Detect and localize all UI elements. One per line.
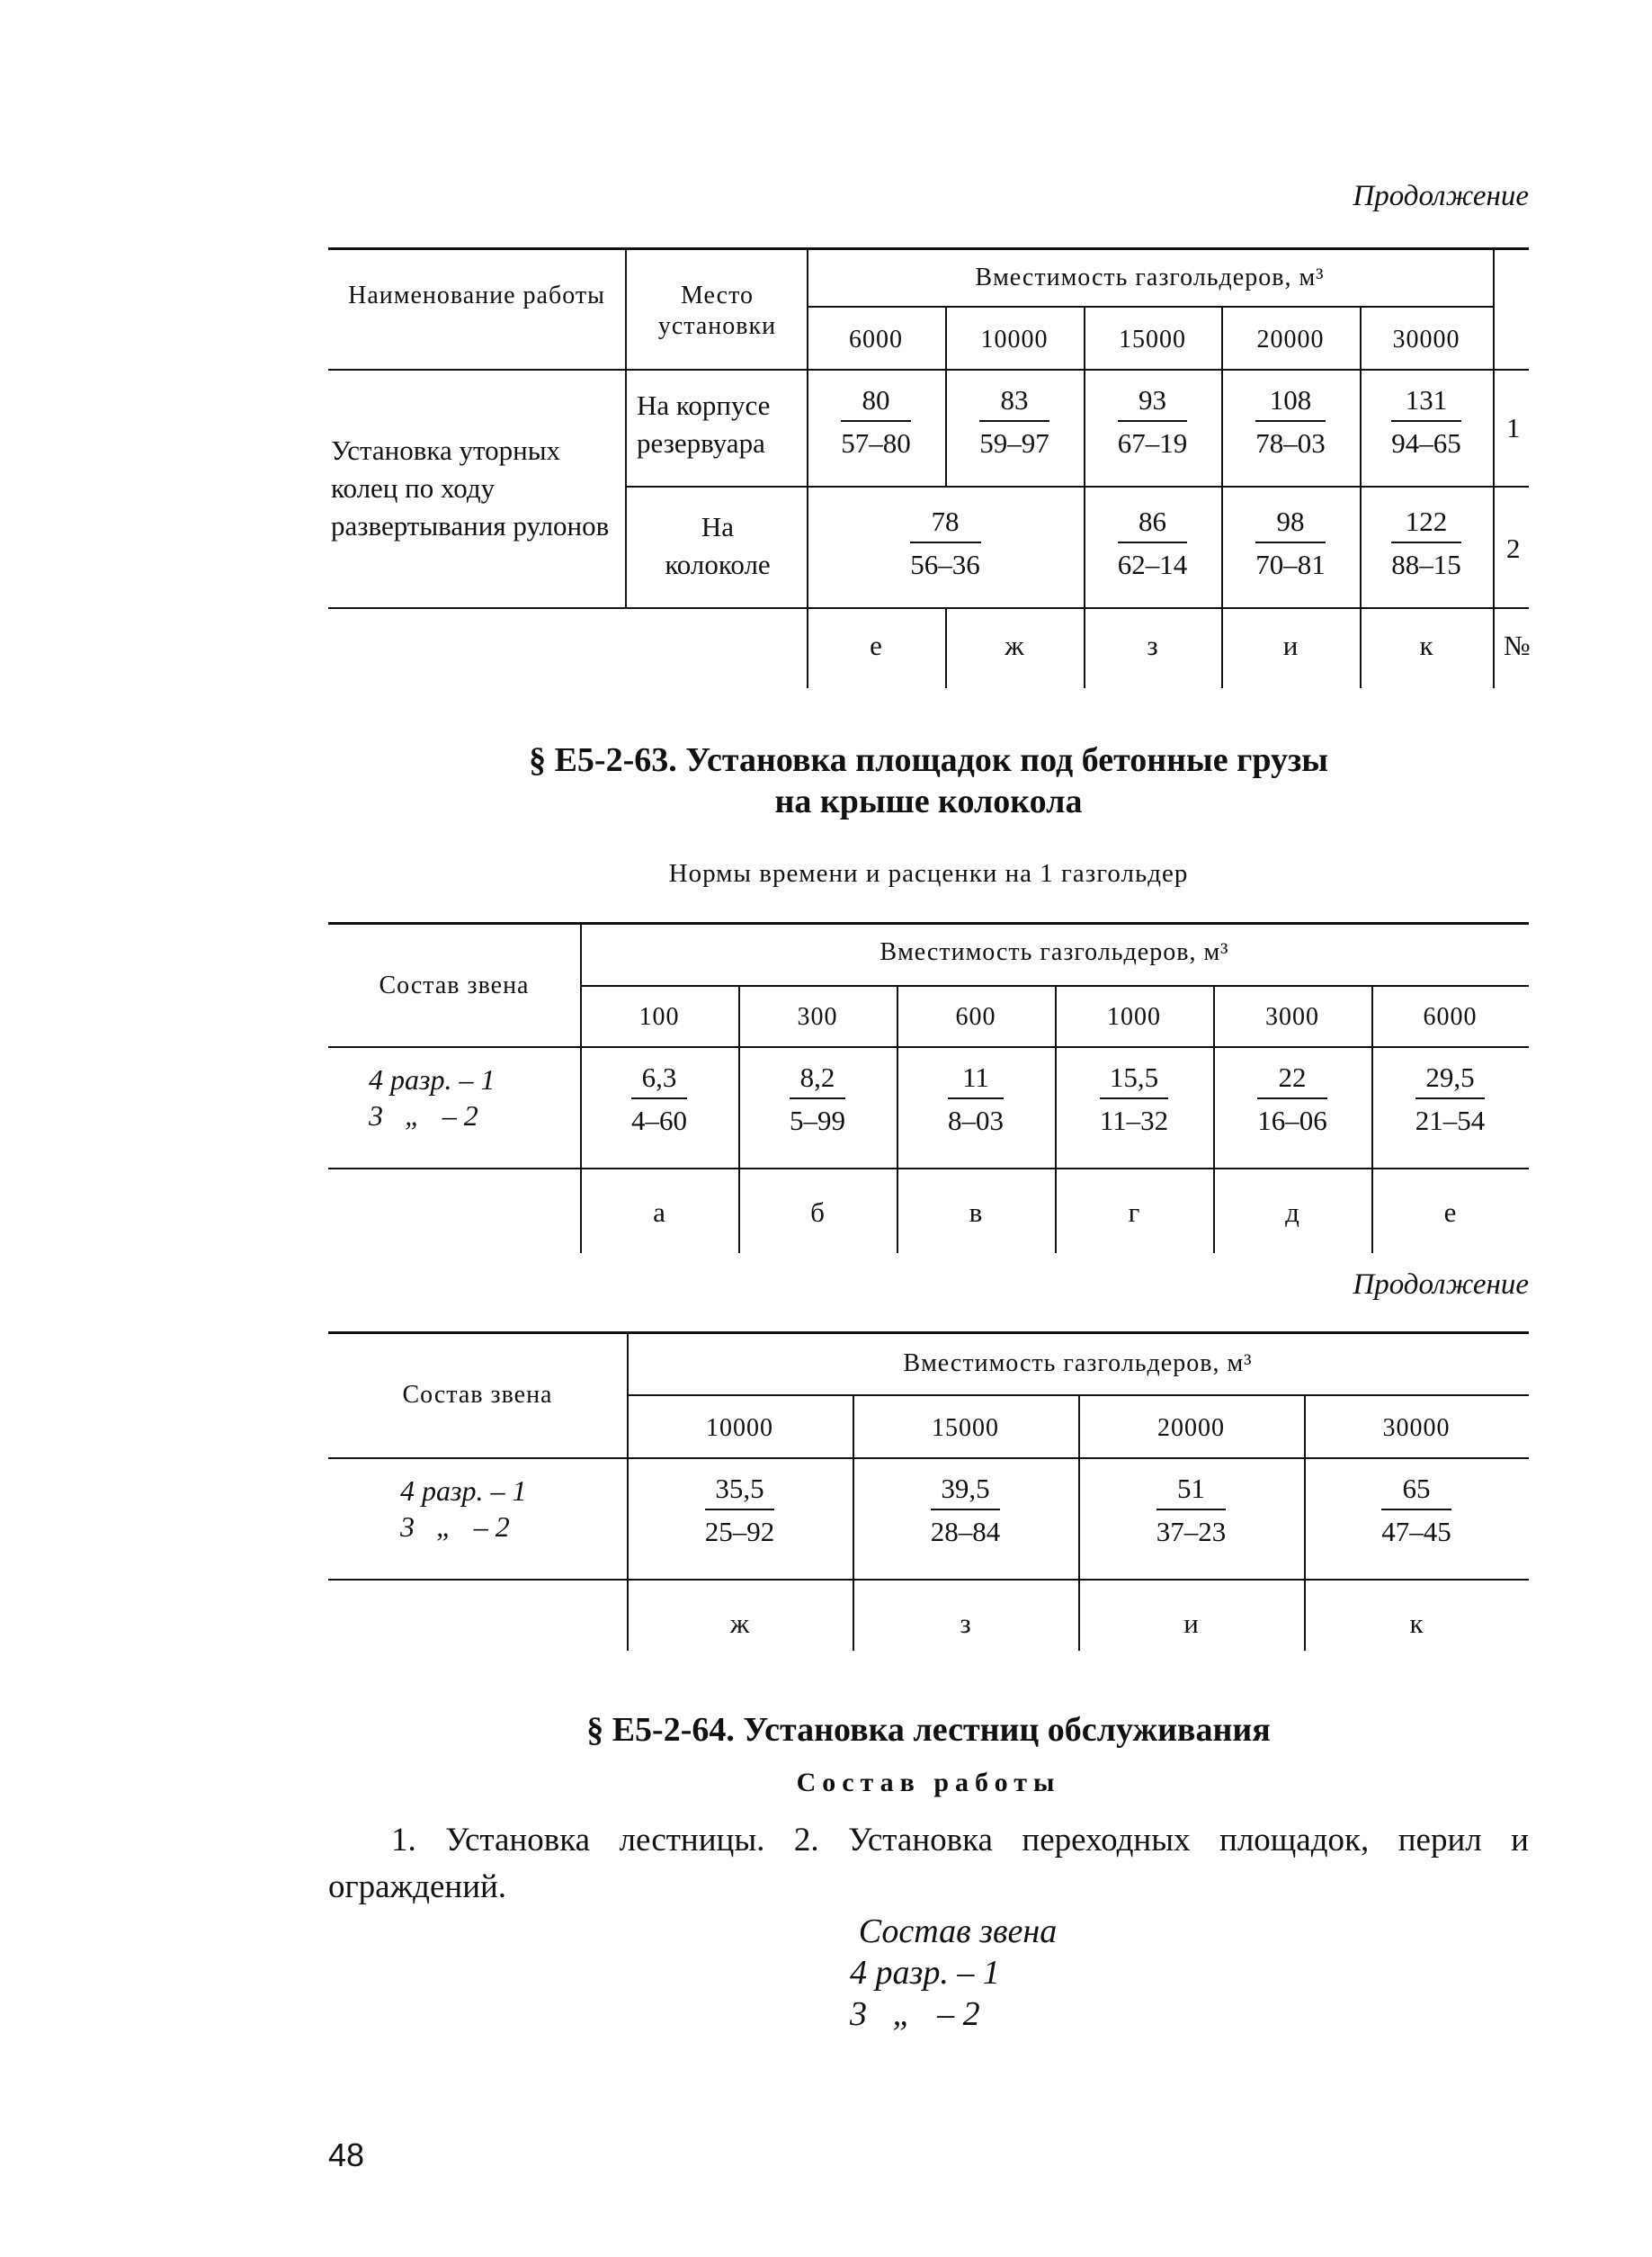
crew-composition: 4 разр. – 1 3 „ – 2 [400,1474,527,1543]
work-composition-heading: Состав работы [796,1768,1061,1797]
letter-g: г [1128,1196,1140,1228]
value-20000: $\frac{51}{37-23}$ [1156,1473,1227,1547]
value-1000: $\frac{15,5}{11-32}$ [1099,1061,1169,1136]
capacity-15000: 15000 [932,1414,999,1442]
col-capacity-header: Вместимость газгольдеров, м³ [903,1349,1253,1377]
value-30000: $\frac{65}{47-45}$ [1381,1473,1451,1547]
row1-value-10000: $\frac{83}{59-97}$ [979,384,1049,459]
capacity-10000: 10000 [980,326,1049,354]
capacity-300: 300 [797,1003,838,1031]
row1-number: 1 [1506,412,1521,443]
letter-z: з [960,1608,971,1639]
capacity-20000: 20000 [1157,1414,1225,1442]
letter-zh: ж [729,1608,750,1639]
row1-value-30000: $\frac{131}{94-65}$ [1391,384,1461,459]
continuation-label: Продолжение [1353,1268,1529,1301]
row1-value-15000: $\frac{93}{67-19}$ [1117,384,1188,459]
letter-d: д [1285,1196,1299,1228]
letter-i: и [1183,1608,1199,1639]
crew-composition: 4 разр. – 1 3 „ – 2 [850,1954,1000,2033]
row2-value-6000-10000: $\frac{78}{56-36}$ [910,506,980,580]
row2-value-30000: $\frac{122}{88-15}$ [1391,506,1461,580]
continuation-label: Продолжение [1353,180,1529,212]
capacity-3000: 3000 [1265,1003,1319,1031]
letter-k: к [1409,1608,1424,1639]
work-name: Установка уторных колец по ходу развертывания рулонов [331,434,610,542]
crew-composition: 4 разр. – 1 3 „ – 2 [369,1063,496,1132]
col-work-name-header: Наименование работы [348,282,605,309]
crew-heading: Состав звена [858,1912,1058,1950]
value-100: $\frac{6,3}{4-60}$ [631,1061,687,1136]
value-300: $\frac{8,2}{5-99}$ [790,1061,845,1136]
col-place-header: Место установки [657,282,777,340]
letter-a: а [653,1196,665,1228]
letter-k: к [1419,630,1433,661]
section-63-subtitle: Нормы времени и расценки на 1 газгольдер [668,859,1189,888]
capacity-100: 100 [638,1003,680,1031]
section-63-title: § Е5-2-63. Установка площадок под бетонные грузы на крыше колокола [529,741,1328,820]
value-6000: $\frac{29,5}{21-54}$ [1415,1061,1486,1136]
row1-value-20000: $\frac{108}{78-03}$ [1255,384,1326,459]
letter-z: з [1147,630,1158,661]
section-64-title: § Е5-2-64. Установка лестниц обслуживания [586,1711,1271,1749]
row2-place: На колоколе [665,511,771,580]
capacity-1000: 1000 [1107,1003,1161,1031]
col-crew-header: Состав звена [402,1381,553,1409]
page-number: 48 [328,2136,365,2173]
row2-value-15000: $\frac{86}{62-14}$ [1117,506,1188,580]
value-600: $\frac{11}{8-03}$ [948,1061,1004,1136]
row2-value-20000: $\frac{98}{70-81}$ [1255,506,1326,580]
row1-place: На корпусе резервуара [637,390,771,459]
capacity-30000: 30000 [1382,1414,1451,1442]
value-15000: $\frac{39,5}{28-84}$ [930,1473,1001,1547]
col-crew-header: Состав звена [379,972,530,999]
col-capacity-header: Вместимость газгольдеров, м³ [880,938,1229,966]
capacity-6000: 6000 [1423,1003,1478,1031]
capacity-15000: 15000 [1119,326,1186,354]
letter-v: в [969,1196,983,1228]
letter-e: е [1443,1196,1457,1228]
capacity-600: 600 [955,1003,996,1031]
letter-zh: ж [1005,630,1024,661]
capacity-30000: 30000 [1392,326,1460,354]
col-capacity-header: Вместимость газгольдеров, м³ [975,264,1325,291]
value-3000: $\frac{22}{16-06}$ [1257,1061,1327,1136]
number-symbol: № [1504,630,1531,661]
work-composition-paragraph: 1. Установка лестницы. 2. Установка переходных площадок, перил и ограждений. [328,1822,1529,1905]
letter-i: и [1282,630,1299,661]
row2-number: 2 [1506,533,1521,564]
row1-value-6000: $\frac{80}{57-80}$ [841,384,911,459]
letter-e: е [870,630,882,661]
value-10000: $\frac{35,5}{25-92}$ [704,1473,775,1547]
capacity-6000: 6000 [849,326,903,354]
capacity-10000: 10000 [706,1414,773,1442]
letter-b: б [810,1196,825,1228]
capacity-20000: 20000 [1256,326,1325,354]
